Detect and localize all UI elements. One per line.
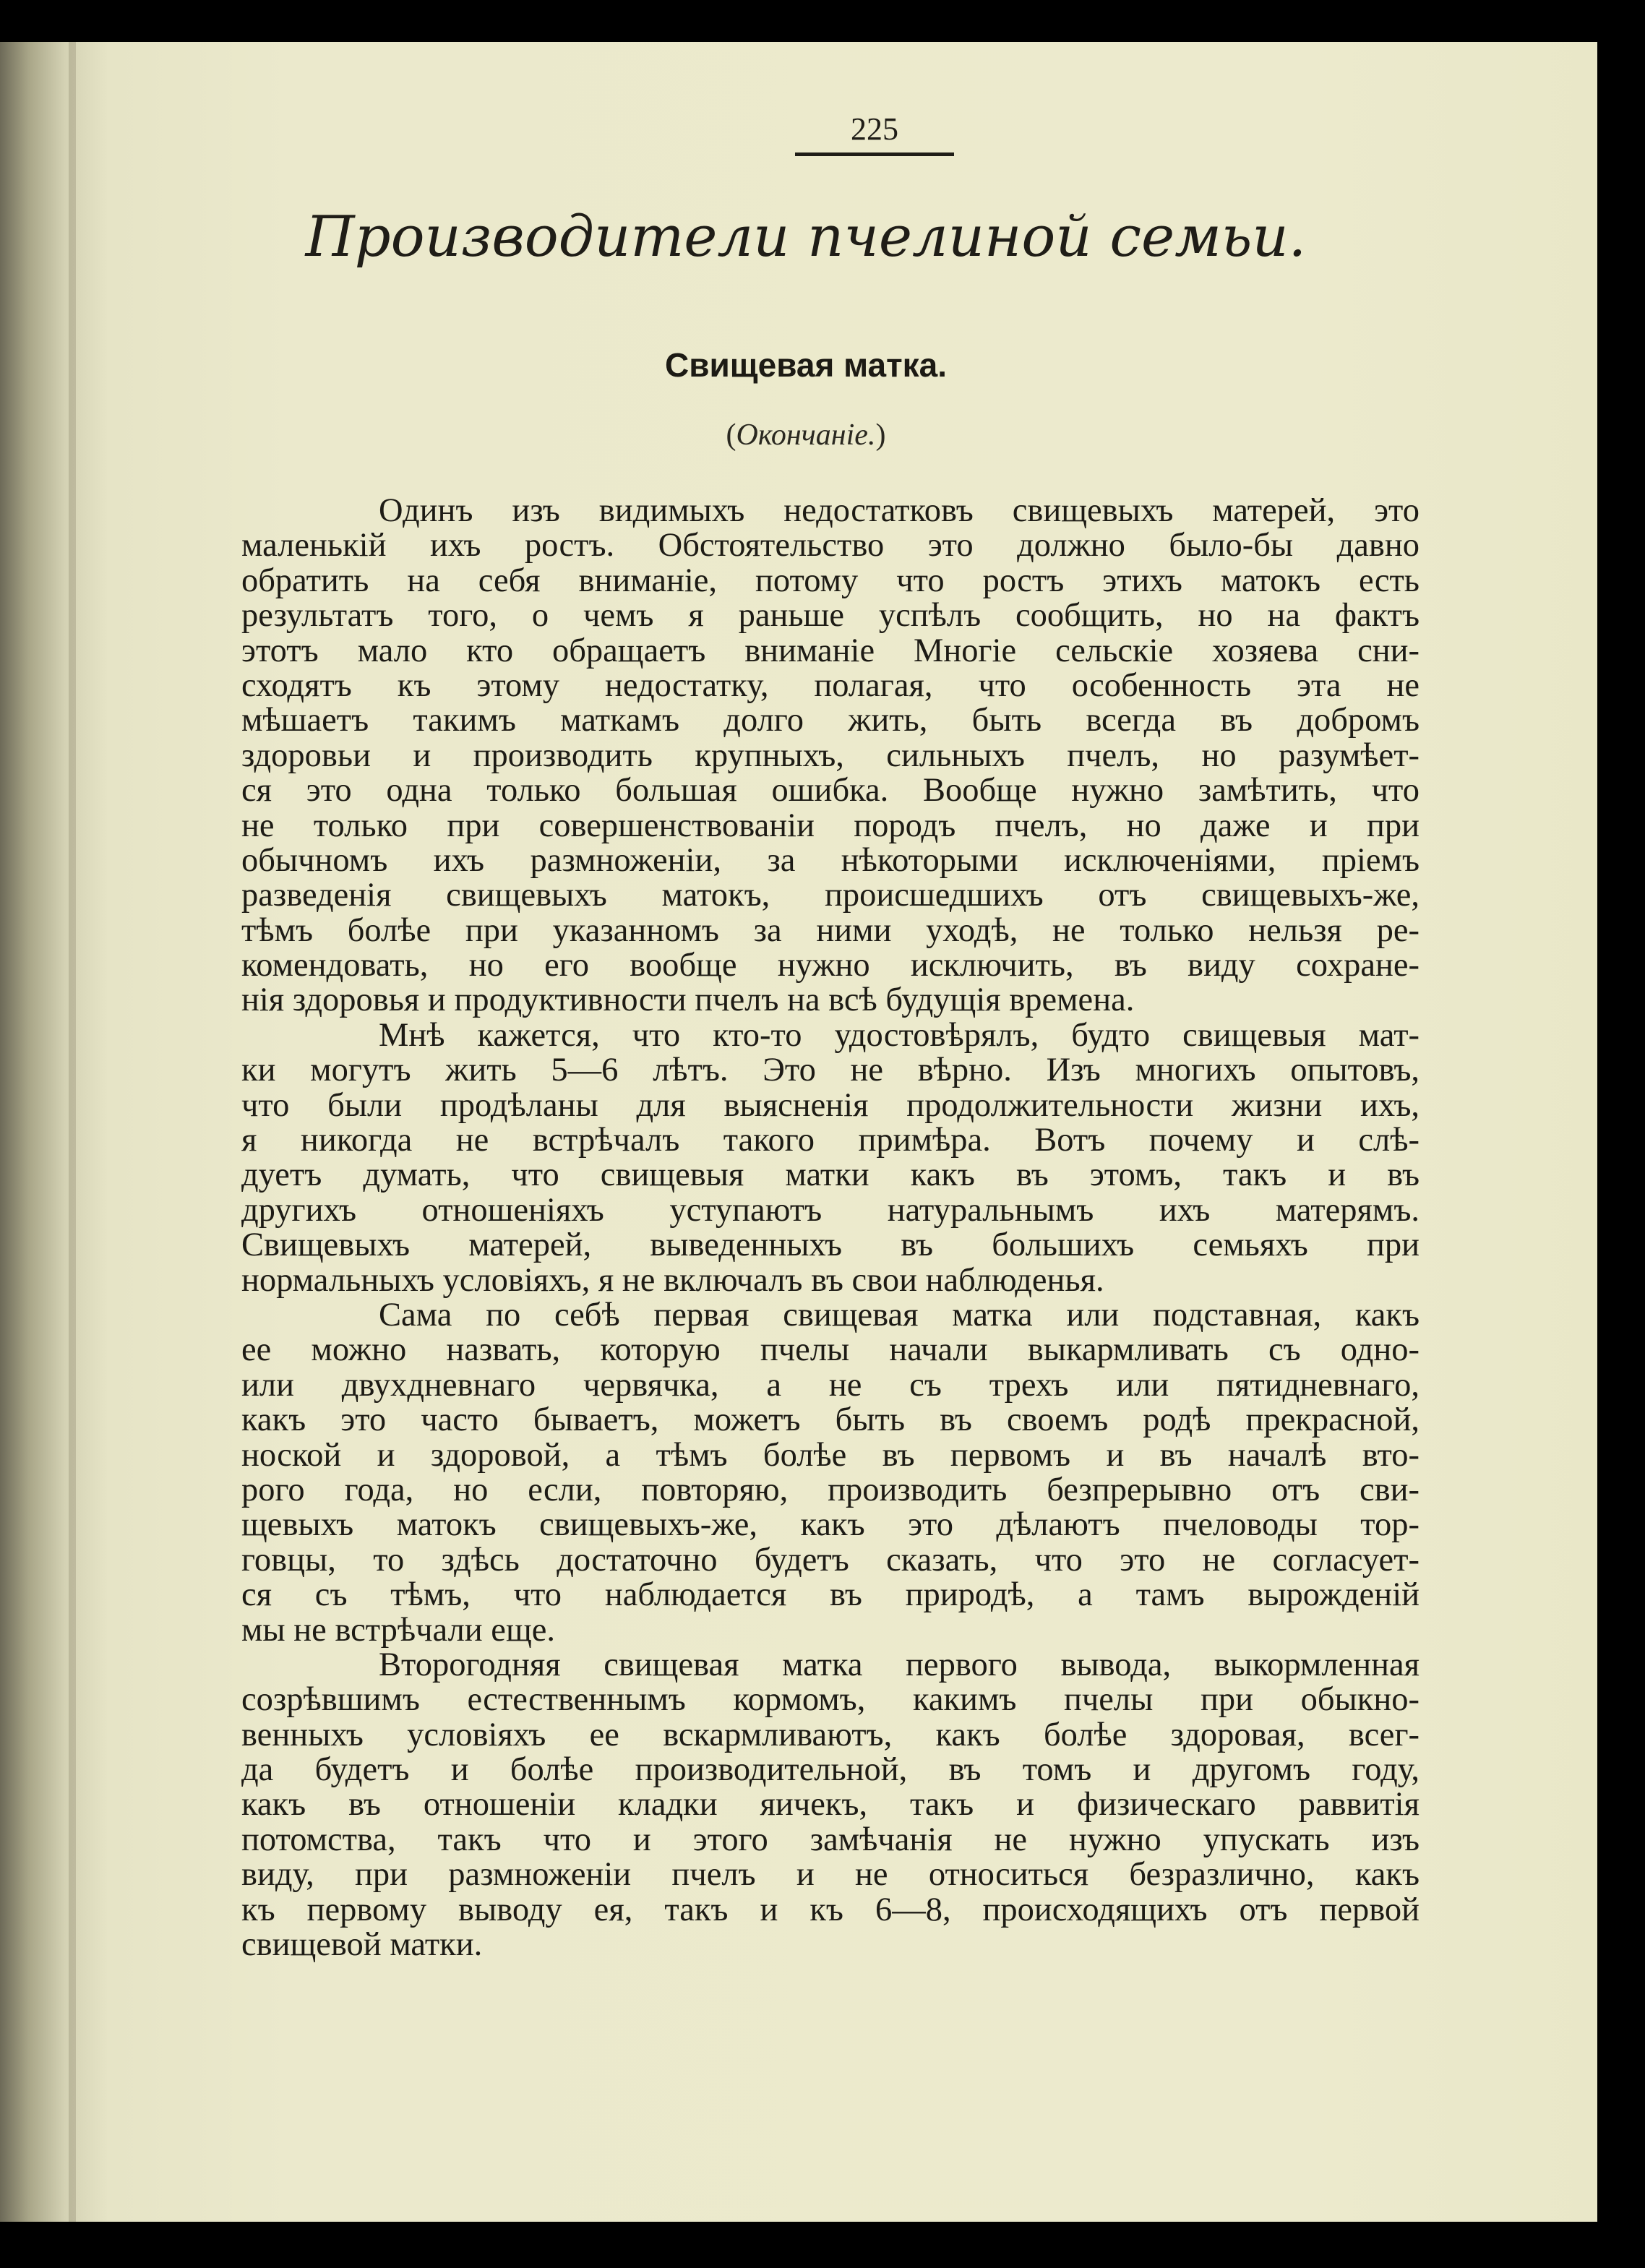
text-line: ся это одна только большая ошибка. Вообще нужно замѣтить, что bbox=[241, 772, 1419, 809]
page-number: 225 bbox=[851, 111, 898, 147]
text-line: мы не встрѣчали еще. bbox=[241, 1611, 556, 1649]
text-line: обратить на себя вниманіе, потому что ростъ этихъ матокъ есть bbox=[241, 562, 1419, 599]
text-line: да будетъ и болѣе производительной, въ томъ и другомъ году, bbox=[241, 1751, 1419, 1789]
text-line: не только при совершенствованіи породъ пчелъ, но даже и при bbox=[241, 807, 1419, 844]
text-line: ее можно назвать, которую пчелы начали выкармливать съ одно- bbox=[241, 1331, 1419, 1369]
text-line: тѣмъ болѣе при указанномъ за ними уходѣ, не только нельзя ре- bbox=[241, 911, 1419, 949]
text-line: разведенія свищевыхъ матокъ, происшедшихъ отъ свищевыхъ-же, bbox=[241, 877, 1419, 914]
text-line: ки могутъ жить 5—6 лѣтъ. Это не вѣрно. Изъ многихъ опытовъ, bbox=[241, 1052, 1419, 1089]
text-line: нормальныхъ условіяхъ, я не включалъ въ свои наблюденья. bbox=[241, 1261, 1104, 1299]
text-line: я никогда не встрѣчалъ такого примѣра. Вотъ почему и слѣ- bbox=[241, 1122, 1419, 1159]
text-line: щевыхъ матокъ свищевыхъ-же, какъ это дѣлаютъ пчеловоды тор- bbox=[241, 1506, 1419, 1544]
text-line: обычномъ ихъ размноженіи, за нѣкоторыми исключеніями, пріемъ bbox=[241, 841, 1419, 879]
text-line: Одинъ изъ видимыхъ недостатковъ свищевыхъ матерей, это bbox=[379, 492, 1419, 529]
text-line: ся съ тѣмъ, что наблюдается въ природѣ, а тамъ вырожденій bbox=[241, 1576, 1419, 1614]
text-line: говцы, то здѣсь достаточно будетъ сказать, что это не согласует- bbox=[241, 1541, 1419, 1578]
continuation-note: (Окончаніе.) bbox=[726, 418, 886, 452]
book-page bbox=[0, 42, 1597, 2222]
text-line: Второгодняя свищевая матка первого вывода, выкормленная bbox=[379, 1646, 1419, 1683]
text-line: ноской и здоровой, а тѣмъ болѣе въ первомъ и въ началѣ вто- bbox=[241, 1436, 1419, 1474]
text-line: Сама по себѣ первая свищевая матка или подставная, какъ bbox=[379, 1296, 1419, 1333]
text-line: какъ это часто бываетъ, можетъ быть въ своемъ родѣ прекрасной, bbox=[241, 1401, 1419, 1439]
text-line: этотъ мало кто обращаетъ вниманіе Многіе сельскіе хозяева сни- bbox=[241, 632, 1419, 669]
text-line: что были продѣланы для выясненія продолжительности жизни ихъ, bbox=[241, 1086, 1419, 1124]
text-line: здоровьи и производить крупныхъ, сильныхъ пчелъ, но разумѣет- bbox=[241, 736, 1419, 774]
text-line: комендовать, но его вообще нужно исключить, въ виду сохране- bbox=[241, 947, 1419, 984]
text-line: потомства, такъ что и этого замѣчанія не нужно упускать изъ bbox=[241, 1821, 1419, 1858]
text-line: свищевой матки. bbox=[241, 1926, 483, 1964]
text-line: или двухдневнаго червячка, а не съ трехъ или пятидневнаго, bbox=[241, 1366, 1419, 1404]
article-title: Производители пчелиной семьи. bbox=[305, 205, 1307, 270]
article-subtitle: Свищевая матка. bbox=[665, 346, 947, 384]
text-line: рого года, но если, повторяю, производить безпрерывно отъ сви- bbox=[241, 1471, 1419, 1508]
text-line: созрѣвшимъ естественнымъ кормомъ, какимъ пчелы при обыкно- bbox=[241, 1681, 1419, 1719]
text-line: другихъ отношеніяхъ уступаютъ натуральнымъ ихъ матерямъ. bbox=[241, 1191, 1419, 1229]
text-line: мѣшаетъ такимъ маткамъ долго жить, быть всегда въ добромъ bbox=[241, 702, 1419, 739]
text-line: нія здоровья и продуктивности пчелъ на всѣ будущія времена. bbox=[241, 981, 1135, 1019]
continuation-text: Окончаніе. bbox=[736, 418, 876, 452]
text-line: виду, при размноженіи пчелъ и не относиться безразлично, какъ bbox=[241, 1856, 1419, 1894]
text-line: маленькій ихъ ростъ. Обстоятельство это должно было-бы давно bbox=[241, 527, 1419, 564]
article-body bbox=[241, 494, 1419, 1962]
text-line: къ первому выводу ея, такъ и къ 6—8, происходящихъ отъ первой bbox=[241, 1891, 1419, 1928]
text-line: Свищевыхъ матерей, выведенныхъ въ большихъ семьяхъ при bbox=[241, 1227, 1419, 1264]
text-line: Мнѣ кажется, что кто-то удостовѣрялъ, будто свищевыя мат- bbox=[379, 1016, 1419, 1054]
text-line: венныхъ условіяхъ ее вскармливаютъ, какъ болѣе здоровая, всег- bbox=[241, 1716, 1419, 1753]
text-line: дуетъ думать, что свищевыя матки какъ въ этомъ, такъ и въ bbox=[241, 1156, 1419, 1194]
text-line: какъ въ отношеніи кладки яичекъ, такъ и физическаго раввитія bbox=[241, 1786, 1419, 1824]
text-line: результатъ того, о чемъ я раньше успѣлъ сообщить, но на фактъ bbox=[241, 597, 1419, 635]
page-number-rule bbox=[795, 153, 954, 156]
text-line: сходятъ къ этому недостатку, полагая, что особенность эта не bbox=[241, 666, 1419, 704]
